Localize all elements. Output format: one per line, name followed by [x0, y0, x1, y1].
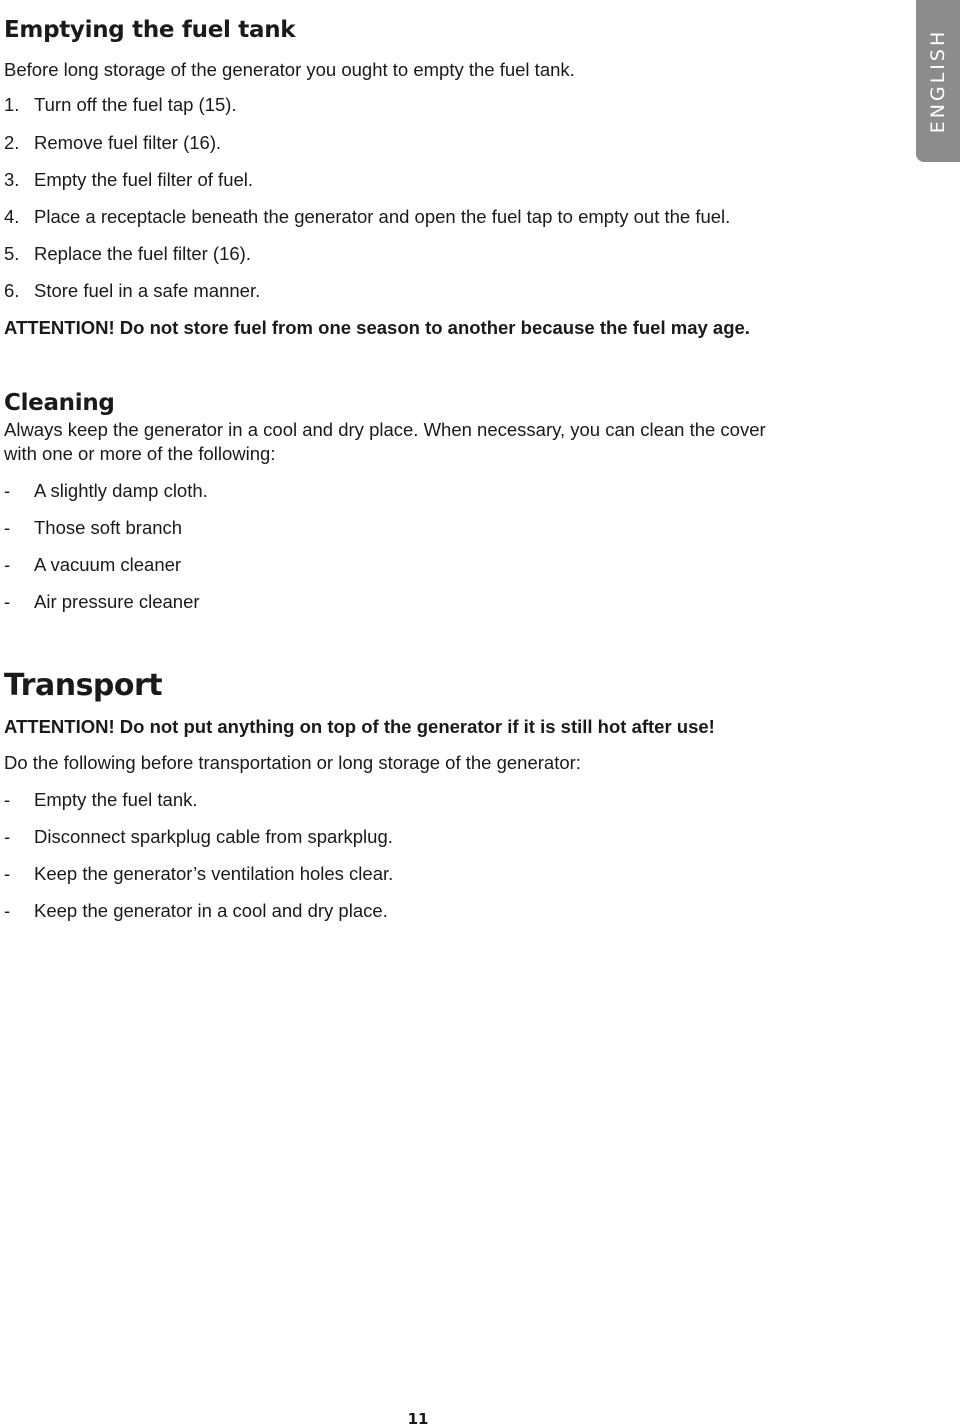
cleaning-item: - A vacuum cleaner: [4, 554, 182, 575]
fuel-tank-heading: Emptying the fuel tank: [4, 17, 296, 43]
transport-item: - Empty the fuel tank.: [4, 789, 198, 810]
transport-item-text: Keep the generator in a cool and dry place.: [34, 900, 388, 921]
step-text: Empty the fuel filter of fuel.: [34, 169, 254, 190]
transport-item: - Disconnect sparkplug cable from sparkplug.: [4, 826, 393, 847]
step-number: 6.: [4, 280, 20, 301]
cleaning-intro-line-2: with one or more of the following:: [4, 443, 276, 464]
transport-item: - Keep the generator in a cool and dry place.: [4, 900, 388, 921]
language-tab: [916, 0, 960, 162]
fuel-attention-warning: ATTENTION! Do not store fuel from one season to another because the fuel may age.: [4, 317, 750, 338]
transport-item-text: Disconnect sparkplug cable from sparkplug.: [34, 826, 393, 847]
step-number: 1.: [4, 94, 20, 115]
transport-item-text: Keep the generator’s ventilation holes clear.: [34, 863, 394, 884]
step-text: Store fuel in a safe manner.: [34, 280, 261, 301]
fuel-step: [4, 245, 251, 264]
cleaning-item: - Air pressure cleaner: [4, 591, 200, 612]
cleaning-item-text: Air pressure cleaner: [34, 591, 200, 612]
step-text: Replace the fuel filter (16).: [34, 243, 251, 264]
transport-attention-warning: ATTENTION! Do not put anything on top of the generator if it is still hot after use!: [4, 716, 715, 737]
cleaning-heading: Cleaning: [4, 390, 115, 416]
page-number: 11: [407, 1410, 429, 1428]
step-text: Turn off the fuel tap (15).: [34, 94, 237, 115]
transport-intro: Do the following before transportation or long storage of the generator:: [4, 752, 581, 773]
cleaning-item: - Those soft branch: [4, 517, 183, 538]
transport-item: - Keep the generator’s ventilation holes clear.: [4, 863, 394, 884]
cleaning-item-text: A vacuum cleaner: [34, 554, 182, 575]
fuel-step: [4, 134, 221, 153]
step-text: Remove fuel filter (16).: [34, 132, 222, 153]
step-text: Place a receptacle beneath the generator and open the fuel tap to empty out the fuel.: [34, 206, 731, 227]
cleaning-item-text: Those soft branch: [34, 517, 183, 538]
cleaning-intro-line-1: Always keep the generator in a cool and dry place. When necessary, you can clean the cover: [4, 419, 766, 440]
language-tab-label: ENGLISH: [927, 28, 949, 134]
fuel-step: [4, 208, 730, 227]
transport-heading: Transport: [4, 668, 163, 703]
cleaning-item-text: A slightly damp cloth.: [34, 480, 208, 501]
cleaning-item: - A slightly damp cloth.: [4, 480, 208, 501]
step-number: 2.: [4, 132, 20, 153]
fuel-step: [4, 282, 260, 301]
step-number: 4.: [4, 206, 20, 227]
step-number: 3.: [4, 169, 20, 190]
step-number: 5.: [4, 243, 20, 264]
fuel-step: [4, 171, 253, 190]
fuel-step: [4, 96, 237, 115]
fuel-tank-intro: Before long storage of the generator you ought to empty the fuel tank.: [4, 59, 575, 80]
transport-item-text: Empty the fuel tank.: [34, 789, 198, 810]
